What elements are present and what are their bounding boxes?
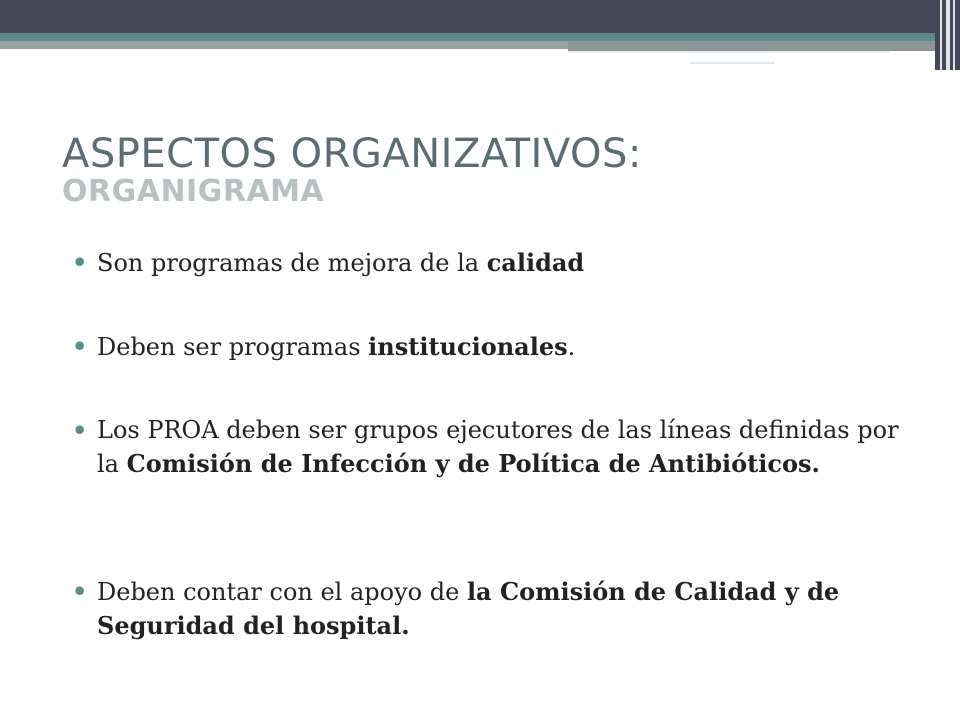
bullet-text bbox=[70, 414, 910, 481]
title-main: ASPECTOS ORGANIZATIVOS: bbox=[62, 131, 642, 177]
bullet-item bbox=[70, 414, 910, 481]
bullet-text bbox=[70, 246, 930, 280]
header-thin-line bbox=[568, 51, 890, 53]
bullet-text-regular: Deben ser programas bbox=[97, 333, 369, 361]
header-accent-teal bbox=[0, 33, 935, 41]
bullet-text-bold: calidad bbox=[486, 248, 585, 277]
header-accent-gray-right bbox=[568, 41, 935, 51]
header-vertical-line bbox=[953, 0, 955, 70]
bullet-text-regular: Son programas de mejora de la bbox=[97, 249, 487, 277]
header-vertical-line bbox=[940, 0, 942, 70]
header-vertical-line bbox=[946, 0, 950, 70]
header-banner bbox=[0, 0, 960, 33]
bullet-text-bold: institucionales bbox=[368, 332, 568, 361]
bullet-dot-icon: • bbox=[72, 332, 88, 361]
bullet-dot-icon: • bbox=[72, 577, 88, 606]
bullet-text bbox=[70, 575, 910, 643]
bullet-item bbox=[70, 330, 930, 364]
bullet-text-bold: la Comisión de Calidad y de Seguridad del hospital. bbox=[97, 577, 840, 640]
header-thin-line bbox=[690, 62, 775, 64]
title-subtitle: ORGANIGRAMA bbox=[62, 174, 325, 209]
bullet-text-regular: Los PROA deben ser grupos ejecutores de las líneas definidas por la bbox=[97, 416, 899, 478]
bullet-item bbox=[70, 575, 910, 643]
slide-title bbox=[62, 133, 922, 208]
bullet-text-bold: Comisión de Infección y de Política de Antibióticos. bbox=[126, 449, 820, 478]
bullet-text bbox=[70, 330, 930, 364]
bullet-dot-icon: • bbox=[72, 416, 88, 445]
bullet-text-regular: Deben contar con el apoyo de bbox=[97, 578, 467, 606]
bullet-dot-icon: • bbox=[72, 248, 88, 277]
bullet-item bbox=[70, 246, 930, 280]
bullet-text-regular: . bbox=[567, 333, 576, 361]
